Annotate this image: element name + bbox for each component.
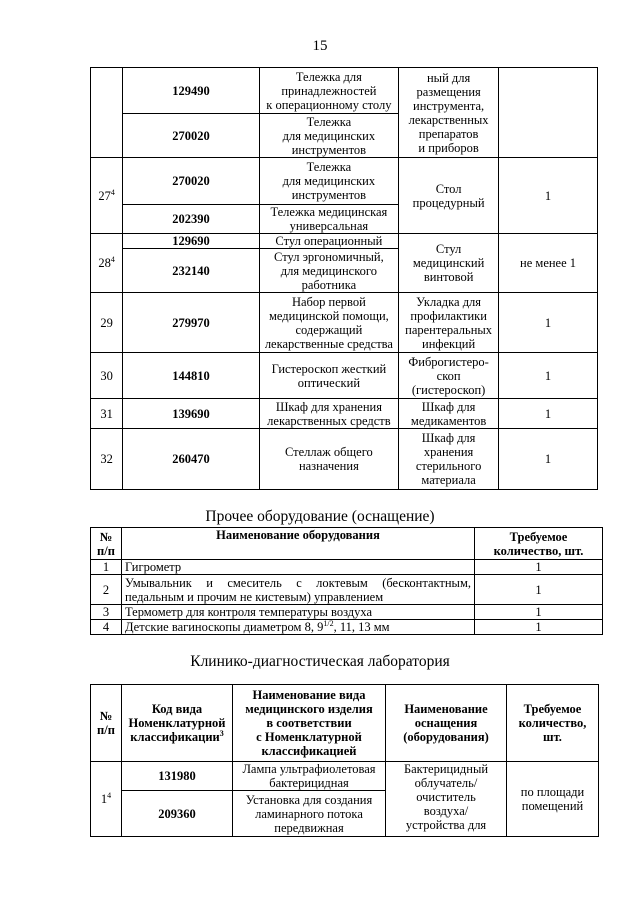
table-row bbox=[91, 605, 603, 620]
table-row bbox=[91, 560, 603, 575]
row-number: 2 bbox=[91, 575, 122, 605]
name-cell: Гигрометр bbox=[122, 560, 475, 575]
code-cell: 129490 bbox=[123, 68, 259, 114]
equipment-cell: Шкаф для медикаментов bbox=[399, 399, 499, 429]
quantity-cell bbox=[499, 68, 598, 158]
other-equipment-table bbox=[90, 527, 603, 635]
quantity-cell: 1 bbox=[475, 560, 603, 575]
row-number: 32 bbox=[91, 429, 123, 490]
equipment-cell: Бактерицидный облучатель/ очиститель воздуха/ устройства для bbox=[386, 762, 507, 837]
row-number: 31 bbox=[91, 399, 123, 429]
equipment-cell: Шкаф для хранения стерильного материала bbox=[399, 429, 499, 490]
code-cell: 131980 bbox=[122, 762, 233, 791]
code-cell: 129690 bbox=[123, 234, 259, 249]
equipment-cell: Фиброгистеро- скоп (гистероскоп) bbox=[399, 353, 499, 399]
name-cell: Гистероскоп жесткий оптический bbox=[259, 353, 399, 399]
row-number bbox=[91, 68, 123, 158]
name-cell: Установка для создания ламинарного потока передвижная bbox=[233, 791, 386, 837]
section-title-other-equipment: Прочее оборудование (оснащение) bbox=[205, 508, 435, 525]
table-row bbox=[91, 68, 598, 114]
table-row bbox=[91, 158, 598, 205]
table-row bbox=[91, 234, 598, 249]
code-cell: 270020 bbox=[123, 114, 259, 158]
name-cell: Тележка медицинская универсальная bbox=[259, 205, 399, 234]
name-cell: Стеллаж общего назначения bbox=[259, 429, 399, 490]
header-equipment: Наименование оснащения (оборудования) bbox=[386, 685, 507, 762]
table-row bbox=[91, 575, 603, 605]
equipment-cell: Стол процедурный bbox=[399, 158, 499, 234]
row-number: 29 bbox=[91, 293, 123, 353]
equipment-table bbox=[90, 67, 598, 490]
name-cell: Тележка для медицинских инструментов bbox=[259, 114, 399, 158]
header-device-name: Наименование вида медицинского изделия в соответствии с Номенклатурной классификацией bbox=[233, 685, 386, 762]
header-quantity: Требуемое количество, шт. bbox=[475, 528, 603, 560]
name-cell: Детские вагиноскопы диаметром 8, $9^{1/2}$, 11, 13 мм bbox=[122, 620, 475, 635]
quantity-cell: 1 bbox=[499, 429, 598, 490]
name-cell: Лампа ультрафиолетовая бактерицидная bbox=[233, 762, 386, 791]
row-number: $28^4$ bbox=[91, 234, 123, 293]
code-cell: 209360 bbox=[122, 791, 233, 837]
quantity-cell: 1 bbox=[475, 605, 603, 620]
table-header-row bbox=[91, 528, 603, 560]
table-row bbox=[91, 762, 599, 791]
row-number: $27^4$ bbox=[91, 158, 123, 234]
code-cell: 279970 bbox=[123, 293, 259, 353]
name-cell: Тележка для принадлежностей к операционному столу bbox=[259, 68, 399, 114]
quantity-cell: не менее 1 bbox=[499, 234, 598, 293]
table-row bbox=[91, 293, 598, 353]
table-row bbox=[91, 429, 598, 490]
name-cell: Шкаф для хранения лекарственных средств bbox=[259, 399, 399, 429]
name-cell: Набор первой медицинской помощи, содержащий лекарственные средства bbox=[259, 293, 399, 353]
table-header-row bbox=[91, 685, 599, 762]
page-number: 15 bbox=[312, 38, 328, 54]
table-row bbox=[91, 620, 603, 635]
quantity-cell: 1 bbox=[499, 353, 598, 399]
table-row bbox=[91, 399, 598, 429]
name-cell: Умывальник и смеситель с локтевым (бесконтактным, педальным и прочим не кистевым) управлением bbox=[122, 575, 475, 605]
code-cell: 144810 bbox=[123, 353, 259, 399]
row-number: 4 bbox=[91, 620, 122, 635]
header-quantity: Требуемое количество, шт. bbox=[507, 685, 599, 762]
equipment-cell: Стул медицинский винтовой bbox=[399, 234, 499, 293]
quantity-cell: 1 bbox=[499, 293, 598, 353]
code-cell: 260470 bbox=[123, 429, 259, 490]
header-number: № п/п bbox=[91, 528, 122, 560]
quantity-cell: 1 bbox=[475, 620, 603, 635]
name-cell: Стул эргономичный, для медицинского работника bbox=[259, 249, 399, 293]
name-cell: Тележка для медицинских инструментов bbox=[259, 158, 399, 205]
header-code: Код вида Номенклатурной классификации$^3$ bbox=[122, 685, 233, 762]
row-number: 30 bbox=[91, 353, 123, 399]
row-number: 1 bbox=[91, 560, 122, 575]
quantity-cell: по площади помещений bbox=[507, 762, 599, 837]
code-cell: 270020 bbox=[123, 158, 259, 205]
header-number: № п/п bbox=[91, 685, 122, 762]
row-number: $1^4$ bbox=[91, 762, 122, 837]
name-cell: Термометр для контроля температуры воздуха bbox=[122, 605, 475, 620]
lab-table bbox=[90, 684, 599, 837]
table-row bbox=[91, 353, 598, 399]
equipment-cell: ный для размещения инструмента, лекарственных препаратов и приборов bbox=[399, 68, 499, 158]
code-cell: 139690 bbox=[123, 399, 259, 429]
quantity-cell: 1 bbox=[499, 158, 598, 234]
equipment-cell: Укладка для профилактики парентеральных инфекций bbox=[399, 293, 499, 353]
name-cell: Стул операционный bbox=[259, 234, 399, 249]
header-name: Наименование оборудования bbox=[122, 528, 475, 560]
section-title-lab: Клинико-диагностическая лаборатория bbox=[190, 653, 450, 670]
code-cell: 202390 bbox=[123, 205, 259, 234]
code-cell: 232140 bbox=[123, 249, 259, 293]
quantity-cell: 1 bbox=[499, 399, 598, 429]
row-number: 3 bbox=[91, 605, 122, 620]
quantity-cell: 1 bbox=[475, 575, 603, 605]
